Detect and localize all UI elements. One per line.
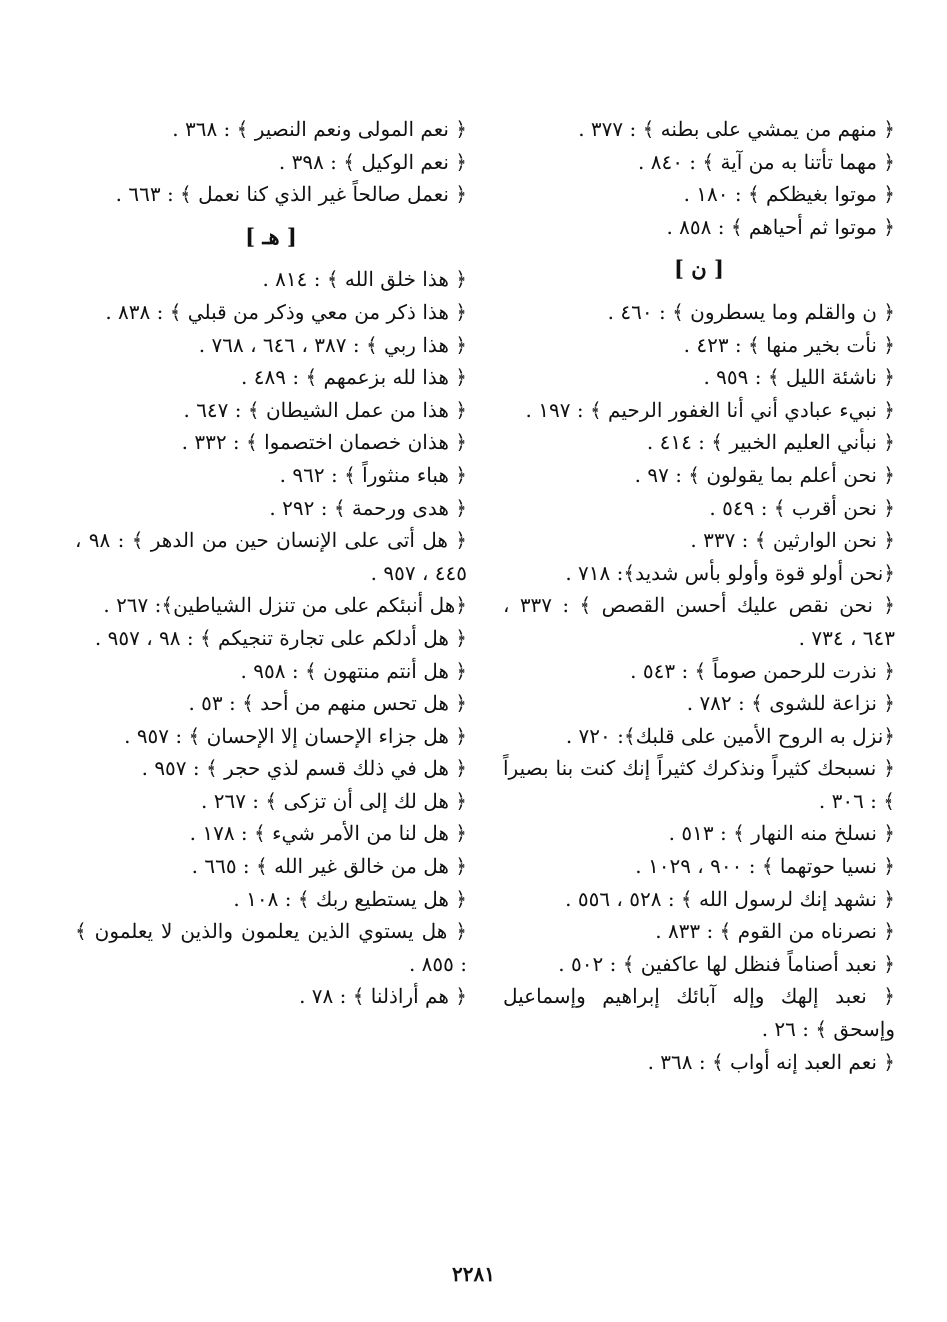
index-entry: ﴿ هدى ورحمة ﴾ : ٢٩٢ . bbox=[269, 495, 467, 520]
page-number: ٢٢٨١ bbox=[452, 1262, 495, 1286]
index-entry: ﴿ نعم العبد إنه أواب ﴾ : ٣٦٨ . bbox=[647, 1049, 895, 1074]
index-entry: ﴿ نشهد إنك لرسول الله ﴾ : ٥٢٨ ، ٥٥٦ . bbox=[565, 886, 895, 911]
index-entry: ﴿ هذا ذكر من معي وذكر من قبلي ﴾ : ٨٣٨ . bbox=[105, 299, 467, 324]
index-entry: ﴿ نعبد إلهك وإله آبائك إبراهيم وإسماعيل وإسحق ﴾ : ٢٦ . bbox=[503, 984, 895, 1042]
index-entry: ﴿ هذا من عمل الشيطان ﴾ : ٦٤٧ . bbox=[183, 397, 467, 422]
index-entry: ﴿ هذا ربي ﴾ : ٣٨٧ ، ٦٤٦ ، ٧٦٨ . bbox=[198, 332, 467, 357]
index-entry: ﴿ نذرت للرحمن صوماً ﴾ : ٥٤٣ . bbox=[630, 658, 895, 683]
index-entry: ﴿ نأت بخير منها ﴾ : ٤٢٣ . bbox=[683, 332, 895, 357]
index-entry: ﴿ هل أنتم منتهون ﴾ : ٩٥٨ . bbox=[240, 658, 467, 683]
section-heading: [ هـ ] bbox=[245, 223, 297, 249]
index-entry: ﴿ هذان خصمان اختصموا ﴾ : ٣٣٢ . bbox=[181, 430, 467, 455]
right-column bbox=[503, 113, 895, 1078]
index-entry: ﴿ نعمل صالحاً غير الذي كنا نعمل ﴾ : ٦٦٣ . bbox=[115, 182, 467, 207]
index-entry: ﴿ نحن الوارثين ﴾ : ٣٣٧ . bbox=[690, 528, 895, 553]
index-entry: ﴿ نعبد أصناماً فنظل لها عاكفين ﴾ : ٥٠٢ . bbox=[558, 951, 895, 976]
index-entry: ﴿ هذا خلق الله ﴾ : ٨١٤ . bbox=[262, 267, 467, 292]
index-entry: ﴿ موتوا ثم أحياهم ﴾ : ٨٥٨ . bbox=[666, 214, 895, 239]
section-heading: [ ن ] bbox=[674, 256, 724, 282]
index-entry: ﴿ نحن أقرب ﴾ : ٥٤٩ . bbox=[709, 495, 895, 520]
index-entry: ﴿نزل به الروح الأمين على قلبك﴾: ٧٢٠ . bbox=[565, 723, 895, 748]
index-entry: ﴿ نعم الوكيل ﴾ : ٣٩٨ . bbox=[278, 149, 467, 174]
index-entry: ﴿ هل أدلكم على تجارة تنجيكم ﴾ : ٩٨ ، ٩٥٧ . bbox=[94, 625, 467, 650]
index-entry: ﴿ ناشئة الليل ﴾ : ٩٥٩ . bbox=[703, 365, 895, 390]
index-entry: ﴿ هل جزاء الإحسان إلا الإحسان ﴾ : ٩٥٧ . bbox=[124, 723, 467, 748]
index-entry: ﴿ هل يستوي الذين يعلمون والذين لا يعلمون ﴾ : ٨٥٥ . bbox=[75, 919, 467, 976]
index-entry: ﴿ هل لنا من الأمر شيء ﴾ : ١٧٨ . bbox=[189, 821, 467, 846]
index-entry: ﴿ نحن أعلم بما يقولون ﴾ : ٩٧ . bbox=[634, 462, 895, 487]
index-entry: ﴿ نبأني العليم الخبير ﴾ : ٤١٤ . bbox=[646, 430, 895, 455]
index-entry: ﴿ هل أتى على الإنسان حين من الدهر ﴾ : ٩٨ ، ٤٤٥ ، ٩٥٧ . bbox=[75, 528, 468, 585]
index-entry: ﴿ هل تحس منهم من أحد ﴾ : ٥٣ . bbox=[188, 691, 467, 716]
index-entry: ﴿ هم أراذلنا ﴾ : ٧٨ . bbox=[299, 984, 467, 1009]
index-entry: ﴿ مهما تأتنا به من آية ﴾ : ٨٤٠ . bbox=[637, 149, 895, 174]
index-entry: ﴿ ن والقلم وما يسطرون ﴾ : ٤٦٠ . bbox=[607, 299, 895, 324]
index-entry: ﴿ هل لك إلى أن تزكى ﴾ : ٢٦٧ . bbox=[201, 788, 467, 813]
index-entry: ﴿ هذا لله بزعمهم ﴾ : ٤٨٩ . bbox=[241, 365, 467, 390]
index-entry: ﴿ هل يستطيع ربك ﴾ : ١٠٨ . bbox=[233, 886, 467, 911]
index-entry: ﴿ هل في ذلك قسم لذي حجر ﴾ : ٩٥٧ . bbox=[141, 756, 467, 781]
index-entry: ﴿ منهم من يمشي على بطنه ﴾ : ٣٧٧ . bbox=[578, 117, 895, 141]
index-entry: ﴿ نصرناه من القوم ﴾ : ٨٣٣ . bbox=[655, 919, 895, 944]
index-entry: ﴿ نزاعة للشوى ﴾ : ٧٨٢ . bbox=[686, 691, 895, 716]
index-entry: ﴿ نبيء عبادي أني أنا الغفور الرحيم ﴾ : ١٩٧ . bbox=[525, 397, 895, 422]
index-entry: ﴿ نسيا حوتهما ﴾ : ٩٠٠ ، ١٠٢٩ . bbox=[635, 854, 895, 879]
index-entry: ﴿ موتوا بغيظكم ﴾ : ١٨٠ . bbox=[683, 182, 895, 207]
index-entry: ﴿ نعم المولى ونعم النصير ﴾ : ٣٦٨ . bbox=[172, 117, 467, 141]
index-entry: ﴿ هل من خالق غير الله ﴾ : ٦٦٥ . bbox=[191, 854, 467, 879]
left-column bbox=[75, 113, 467, 1013]
index-entry: ﴿ هباء منثوراً ﴾ : ٩٦٢ . bbox=[279, 462, 467, 487]
index-entry: ﴿ نحن نقص عليك أحسن القصص ﴾ : ٣٣٧ ، ٦٤٣ ، ٧٣٤ . bbox=[503, 593, 895, 650]
index-entry: ﴿هل أنبئكم على من تنزل الشياطين﴾: ٢٦٧ . bbox=[103, 593, 467, 618]
index-entry: ﴿ نسبحك كثيراً ونذكرك كثيراً إنك كنت بنا بصيراً ﴾ : ٣٠٦ . bbox=[503, 756, 895, 813]
index-entry: ﴿نحن أولو قوة وأولو بأس شديد﴾: ٧١٨ . bbox=[565, 560, 895, 585]
index-entry: ﴿ نسلخ منه النهار ﴾ : ٥١٣ . bbox=[668, 821, 895, 846]
